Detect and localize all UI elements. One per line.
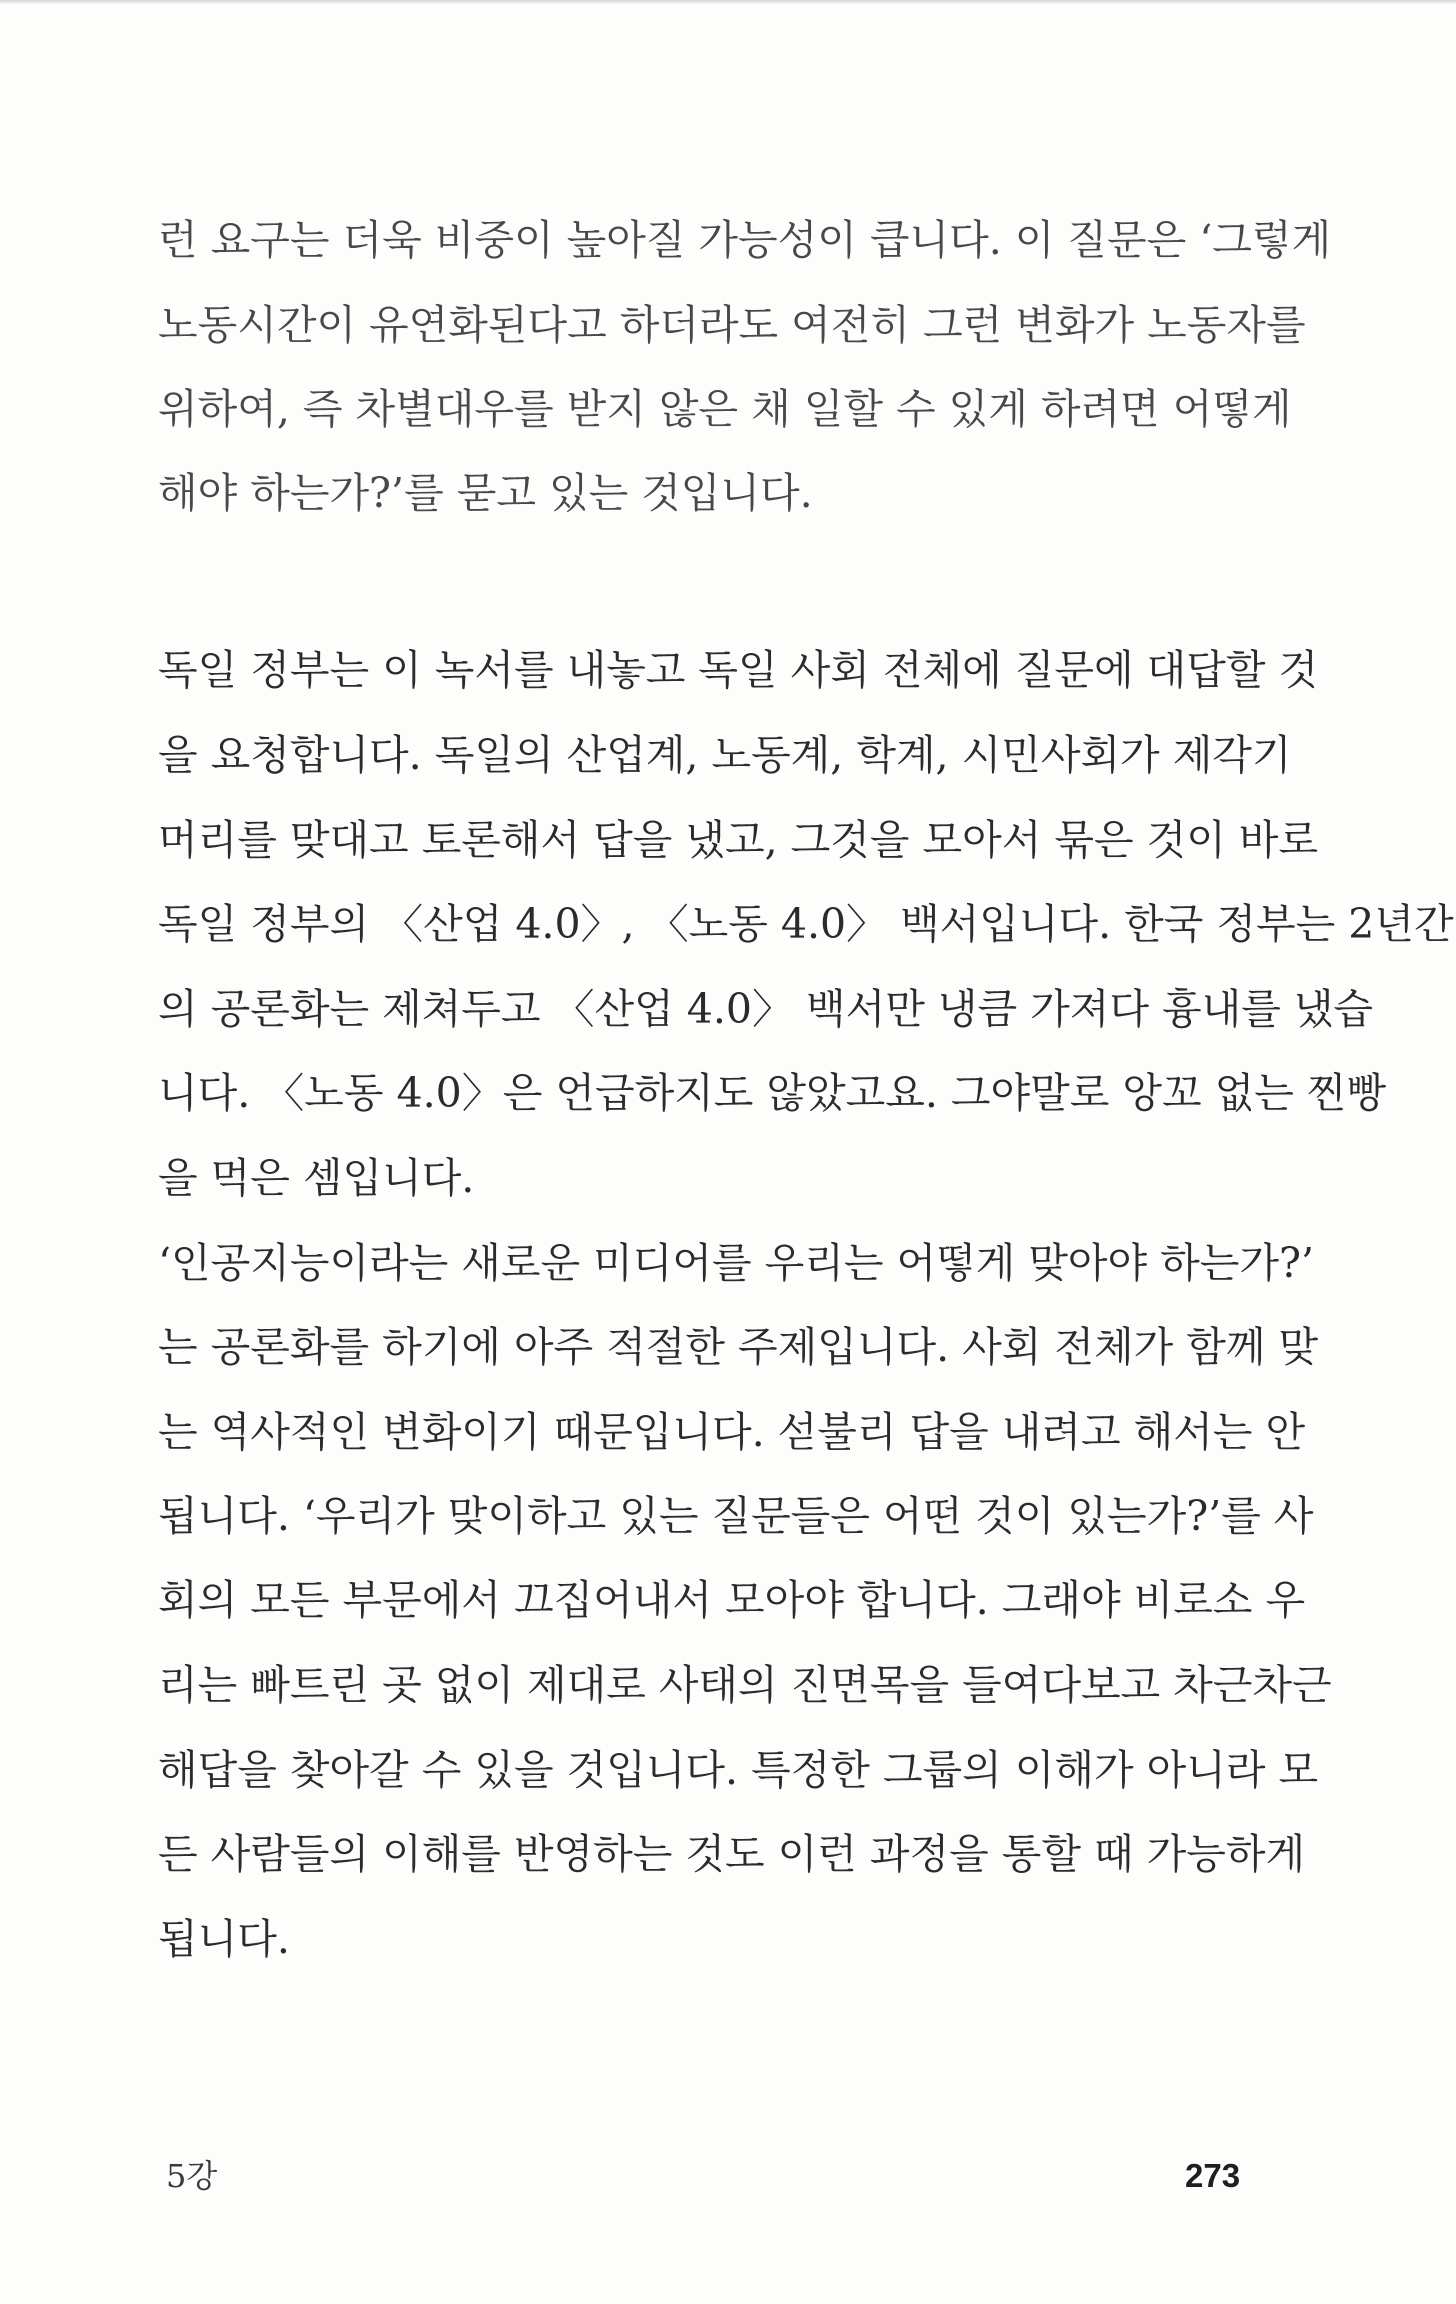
text-line: 해야 하는가?’를 묻고 있는 것입니다. <box>158 469 813 517</box>
text-line: 머리를 맞대고 토론해서 답을 냈고, 그것을 모아서 묶은 것이 바로 <box>158 816 1319 864</box>
text-line: 회의 모든 부문에서 끄집어내서 모아야 합니다. 그래야 비로소 우 <box>158 1576 1306 1624</box>
page-top-edge <box>0 0 1456 4</box>
text-line: 을 먹은 셈입니다. <box>158 1154 475 1202</box>
text-line: 니다. 〈노동 4.0〉은 언급하지도 않았고요. 그야말로 앙꼬 없는 찐빵 <box>158 1069 1387 1117</box>
text-line: 든 사람들의 이해를 반영하는 것도 이런 과정을 통할 때 가능하게 <box>158 1830 1306 1878</box>
chapter-label: 5강 <box>166 2157 218 2195</box>
text-line: 노동시간이 유연화된다고 하더라도 여전히 그런 변화가 노동자를 <box>158 301 1306 349</box>
text-line: 됩니다. <box>158 1915 290 1963</box>
text-line: 는 역사적인 변화이기 때문입니다. 섣불리 답을 내려고 해서는 안 <box>158 1408 1306 1456</box>
text-line: 독일 정부의 〈산업 4.0〉, 〈노동 4.0〉 백서입니다. 한국 정부는 2년간 <box>158 900 1454 948</box>
page-number: 273 <box>1185 2157 1241 2194</box>
text-line: 리는 빠트린 곳 없이 제대로 사태의 진면목을 들여다보고 차근차근 <box>158 1661 1332 1709</box>
text-line: 는 공론화를 하기에 아주 적절한 주제입니다. 사회 전체가 함께 맞 <box>158 1323 1319 1371</box>
text-line: 런 요구는 더욱 비중이 높아질 가능성이 큽니다. 이 질문은 ‘그렇게 <box>158 216 1332 264</box>
text-line: 의 공론화는 제쳐두고 〈산업 4.0〉 백서만 냉큼 가져다 흉내를 냈습 <box>158 985 1374 1033</box>
text-line: 됩니다. ‘우리가 맞이하고 있는 질문들은 어떤 것이 있는가?’를 사 <box>158 1492 1314 1540</box>
text-line: 해답을 찾아갈 수 있을 것입니다. 특정한 그룹의 이해가 아니라 모 <box>158 1746 1319 1794</box>
text-line: 독일 정부는 이 녹서를 내놓고 독일 사회 전체에 질문에 대답할 것 <box>158 646 1319 694</box>
text-line: 을 요청합니다. 독일의 산업계, 노동계, 학계, 시민사회가 제각기 <box>158 731 1292 779</box>
text-line: 위하여, 즉 차별대우를 받지 않은 채 일할 수 있게 하려면 어떻게 <box>158 385 1292 433</box>
text-line: ‘인공지능이라는 새로운 미디어를 우리는 어떻게 맞아야 하는가?’ <box>158 1239 1314 1287</box>
